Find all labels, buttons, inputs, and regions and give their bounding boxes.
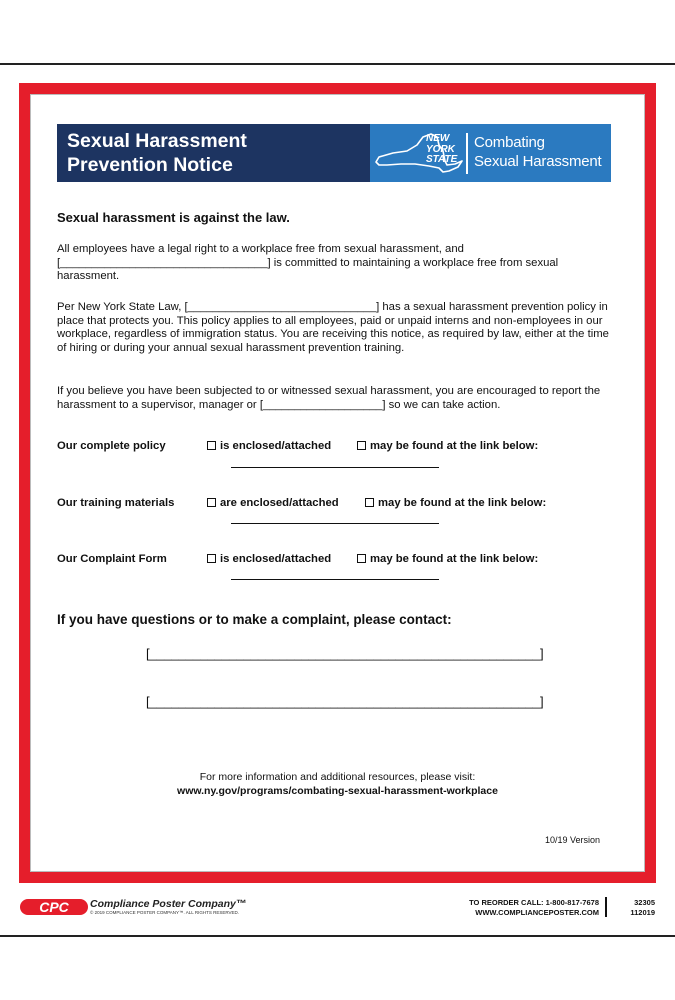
paragraph-reporting: If you believe you have been subjected to or witnessed sexual harassment, you are encouraged to report the harassment to a supervisor, manager or [___________________] so we can take action. (57, 385, 601, 411)
campaign-title (474, 133, 602, 171)
poster-title-line2: Prevention Notice (67, 154, 233, 176)
ny-line-new: NEW (426, 133, 450, 144)
cpc-logo-text: CPC (39, 899, 69, 915)
row-label: Our training materials (57, 497, 175, 509)
footer-divider (605, 897, 607, 917)
poster-title-line1: Sexual Harassment (67, 130, 247, 152)
main-heading: Sexual harassment is against the law. (57, 210, 290, 225)
resources-intro: For more information and additional resources, please visit: (199, 771, 476, 783)
ny-state-wordmark (426, 134, 457, 166)
campaign-line1: Combating (474, 134, 545, 151)
product-codes (620, 898, 655, 917)
cpc-logo-icon (20, 897, 88, 917)
option-label: is enclosed/attached (220, 553, 332, 565)
product-code: 32305 (634, 898, 655, 907)
company-copyright: © 2019 COMPLIANCE POSTER COMPANY™. ALL RIGHTS RESERVED. (90, 910, 240, 915)
checkbox-icon[interactable] (365, 498, 374, 507)
contact-heading: If you have questions or to make a complaint, please contact: (57, 612, 452, 627)
row-label: Our complete policy (57, 440, 166, 452)
option-link[interactable] (365, 497, 546, 509)
option-enclosed[interactable] (207, 497, 339, 509)
option-label: may be found at the link below: (370, 440, 539, 452)
checkbox-icon[interactable] (357, 554, 366, 563)
option-link[interactable] (357, 553, 538, 565)
option-label: is enclosed/attached (220, 440, 332, 452)
resources-url[interactable]: www.ny.gov/programs/combating-sexual-harassment-workplace (177, 785, 498, 797)
campaign-line2: Sexual Harassment (474, 153, 602, 170)
link-blank-line[interactable] (231, 523, 439, 524)
contact-blank-1[interactable]: [______________________________________________________] (146, 646, 544, 661)
ny-line-state: STATE (426, 154, 458, 165)
checkbox-icon[interactable] (207, 441, 216, 450)
checkbox-icon[interactable] (207, 498, 216, 507)
option-enclosed[interactable] (207, 553, 331, 565)
checkbox-icon[interactable] (357, 441, 366, 450)
company-name: Compliance Poster Company™ (90, 898, 247, 910)
paragraph-policy: Per New York State Law, [______________________________] has a sexual harassment prevention policy in place that protects you. This policy applies to all employees, paid or unpaid interns and non-employees in our workplace, regardless of immigration status. You are receiving this notice, as required by law, either at the time of hiring or during your annual sexual harassment prevention training. (57, 301, 609, 354)
banner-divider (466, 133, 468, 174)
option-link[interactable] (357, 440, 538, 452)
ny-line-york: YORK (426, 143, 455, 155)
reorder-phone: TO REORDER CALL: 1-800-817-7678 (469, 898, 599, 907)
contact-blank-2[interactable]: [______________________________________________________] (146, 694, 544, 709)
link-blank-line[interactable] (231, 579, 439, 580)
link-blank-line[interactable] (231, 467, 439, 468)
reorder-info (469, 898, 599, 917)
row-label: Our Complaint Form (57, 553, 167, 565)
title-banner (57, 124, 370, 182)
version-label: 10/19 Version (545, 835, 601, 845)
option-label: are enclosed/attached (220, 497, 339, 509)
campaign-banner (370, 124, 611, 182)
reorder-website[interactable]: WWW.COMPLIANCEPOSTER.COM (475, 907, 599, 917)
option-label: may be found at the link below: (370, 553, 539, 565)
revision-code: 112019 (630, 907, 655, 917)
option-enclosed[interactable] (207, 440, 331, 452)
option-label: may be found at the link below: (378, 497, 547, 509)
paragraph-rights: All employees have a legal right to a workplace free from sexual harassment, and [_________________________________] is committed to maintaining a workplace free from sexual harassment. (57, 243, 559, 283)
checkbox-icon[interactable] (207, 554, 216, 563)
